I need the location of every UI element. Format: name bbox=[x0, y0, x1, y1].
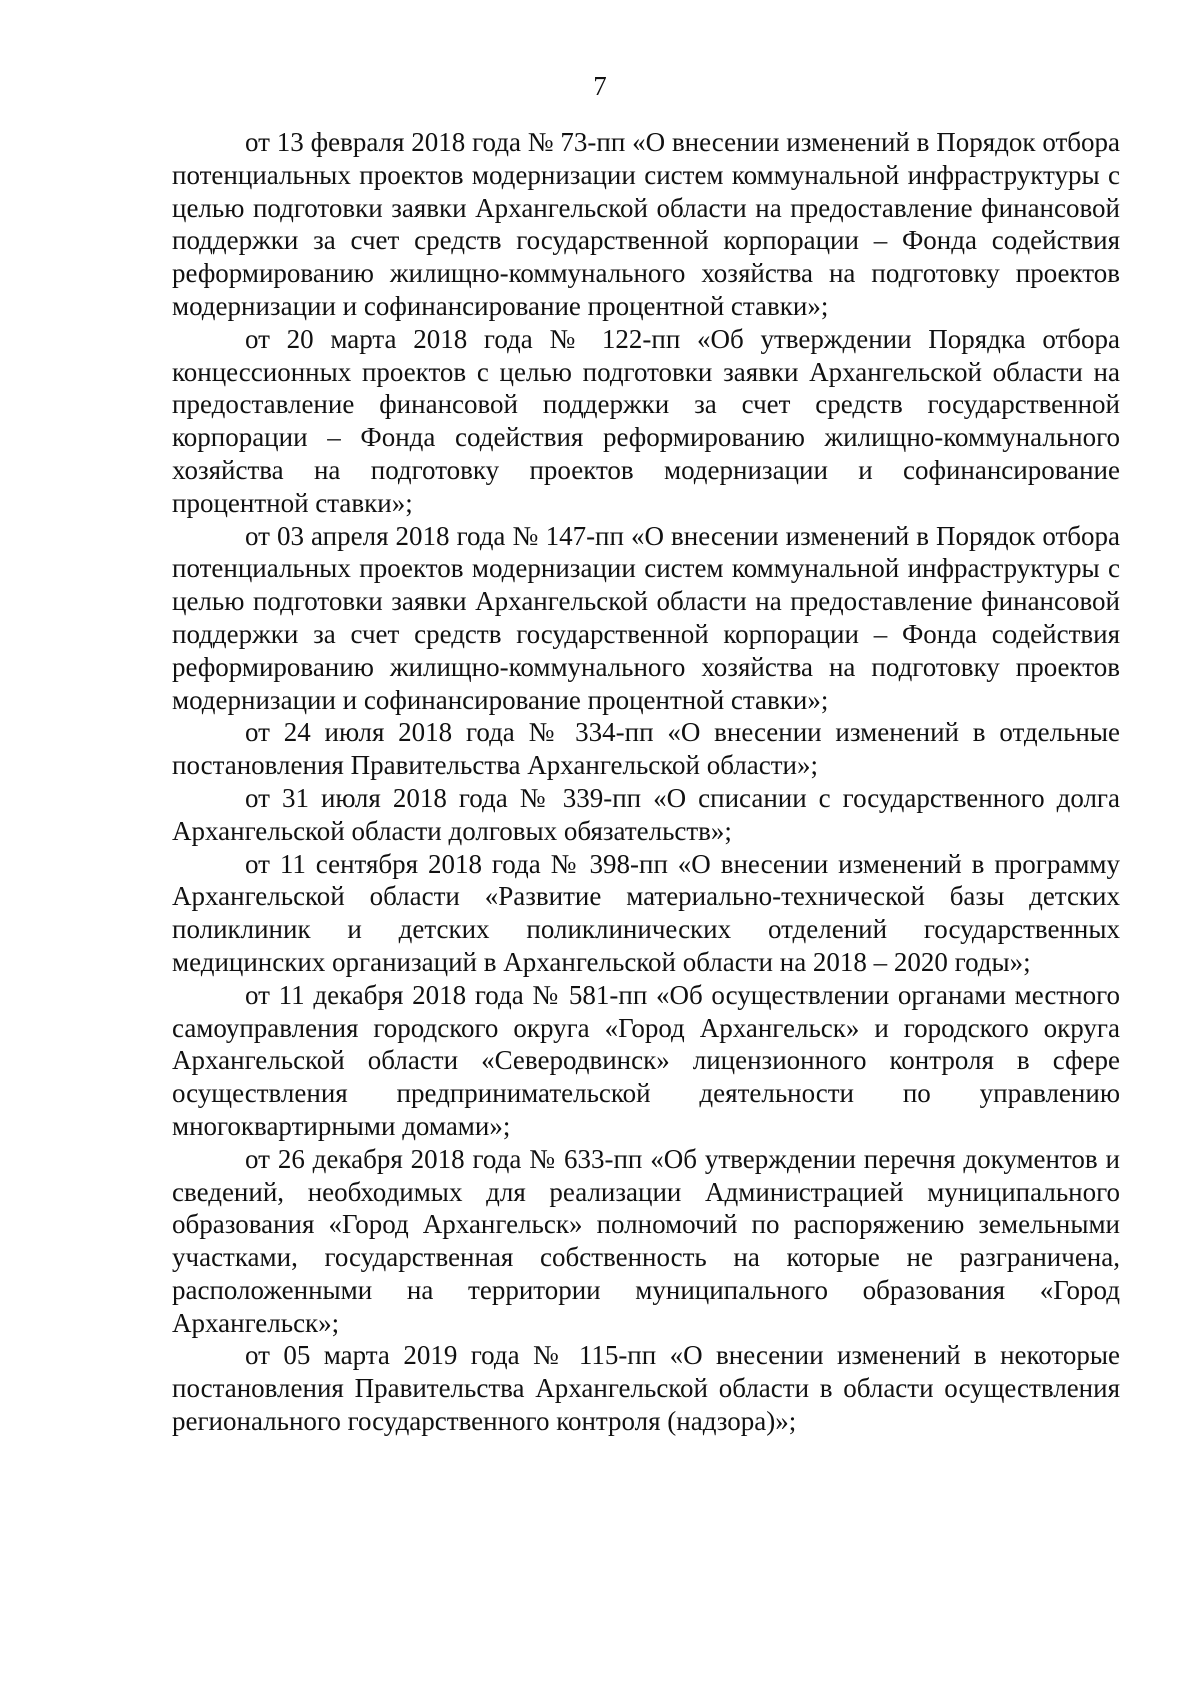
list-item: от 11 сентября 2018 года № 398-пп «О внесении изменений в программу Архангельской области «Развитие материально-технической базы детских поликлиник и детских поликлинических отделений государственных медицинских организаций в Архангельской области на 2018 – 2020 годы»; bbox=[172, 848, 1120, 977]
page-number: 7 bbox=[593, 71, 607, 101]
list-item: от 11 декабря 2018 года № 581-пп «Об осуществлении органами местного самоуправления городского округа «Город Архангельск» и городского округа Архангельской области «Северодвинск» лицензионного контроля в сфере осуществления предпринимательской деятельности по управлению многоквартирными домами»; bbox=[172, 979, 1120, 1141]
list-item: от 24 июля 2018 года № 334-пп «О внесении изменений в отдельные постановления Правительства Архангельской области»; bbox=[172, 717, 1120, 781]
list-item: от 26 декабря 2018 года № 633-пп «Об утверждении перечня документов и сведений, необходимых для реализации Администрацией муниципального образования «Город Архангельск» полномочий по распоряжению земельными участками, государственная собственность на которые не разграничена, расположенными на территории муниципального образования «Город Архангельск»; bbox=[172, 1143, 1120, 1338]
list-item: от 31 июля 2018 года № 339-пп «О списании с государственного долга Архангельской области долговых обязательств»; bbox=[172, 782, 1120, 846]
list-item: от 13 февраля 2018 года № 73-пп «О внесении изменений в Порядок отбора потенциальных проектов модернизации систем коммунальной инфраструктуры с целью подготовки заявки Архангельской области на предоставление финансовой поддержки за счет средств государственной корпорации – Фонда содействия реформированию жилищно-коммунального хозяйства на подготовку проектов модернизации и софинансирование процентной ставки»; bbox=[172, 127, 1120, 321]
list-item: от 03 апреля 2018 года № 147-пп «О внесении изменений в Порядок отбора потенциальных проектов модернизации систем коммунальной инфраструктуры с целью подготовки заявки Архангельской области на предоставление финансовой поддержки за счет средств государственной корпорации – Фонда содействия реформированию жилищно-коммунального хозяйства на подготовку проектов модернизации и софинансирование процентной ставки»; bbox=[172, 520, 1120, 715]
list-item: от 20 марта 2018 года № 122-пп «Об утверждении Порядка отбора концессионных проектов с целью подготовки заявки Архангельской области на предоставление финансовой поддержки за счет средств государственной корпорации – Фонда содействия реформированию жилищно-коммунального хозяйства на подготовку проектов модернизации и софинансирование процентной ставки»; bbox=[172, 323, 1120, 518]
list-item: от 05 марта 2019 года № 115-пп «О внесении изменений в некоторые постановления Правительства Архангельской области в области осуществления регионального государственного контроля (надзора)»; bbox=[172, 1340, 1120, 1437]
document-body bbox=[172, 126, 1120, 1438]
